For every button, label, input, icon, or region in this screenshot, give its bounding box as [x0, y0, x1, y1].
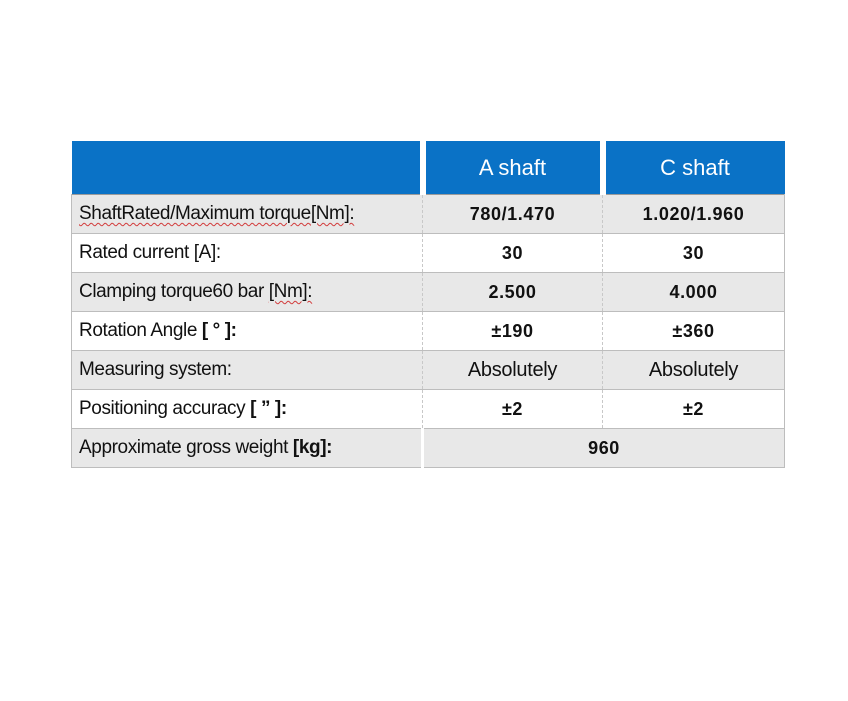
cell-c-positioning-accuracy: ±2 [603, 390, 785, 429]
cell-a-rated-max-torque: 780/1.470 [423, 195, 603, 234]
table-row [72, 429, 785, 468]
label-unit: [Nm]: [310, 203, 355, 224]
header-c-shaft: C shaft [603, 141, 785, 195]
cell-a-rated-current: 30 [423, 234, 603, 273]
row-label-rated-max-torque [72, 195, 423, 234]
row-label-clamping-torque [72, 273, 423, 312]
row-label-measuring-system: Measuring system: [72, 351, 423, 390]
row-label-rotation-angle [72, 312, 423, 351]
table-row [72, 234, 785, 273]
label-text: Approximate gross weight [79, 437, 293, 458]
table-row [72, 351, 785, 390]
cell-a-positioning-accuracy: ±2 [423, 390, 603, 429]
cell-a-measuring-system: Absolutely [423, 351, 603, 390]
row-label-positioning-accuracy [72, 390, 423, 429]
label-unit: [ ° ]: [201, 320, 237, 341]
table-row [72, 273, 785, 312]
cell-c-rotation-angle: ±360 [603, 312, 785, 351]
row-label-rated-current: Rated current [A]: [72, 234, 423, 273]
header-row [72, 141, 785, 195]
table-row [72, 390, 785, 429]
table-row [72, 312, 785, 351]
row-label-gross-weight [72, 429, 423, 468]
header-a-shaft: A shaft [423, 141, 603, 195]
cell-a-clamping-torque: 2.500 [423, 273, 603, 312]
spec-table [71, 141, 785, 468]
label-text: Clamping torque60 bar [79, 281, 269, 302]
cell-c-rated-current: 30 [603, 234, 785, 273]
label-text: Rotation Angle [79, 320, 202, 341]
cell-a-rotation-angle: ±190 [423, 312, 603, 351]
cell-gross-weight: 960 [423, 429, 785, 468]
label-unit: [Nm]: [268, 281, 313, 302]
label-unit: [ ” ]: [250, 398, 287, 419]
table-row [72, 195, 785, 234]
cell-c-clamping-torque: 4.000 [603, 273, 785, 312]
label-unit: [kg]: [292, 437, 333, 458]
cell-c-measuring-system: Absolutely [603, 351, 785, 390]
cell-c-rated-max-torque: 1.020/1.960 [603, 195, 785, 234]
header-blank-cell [72, 141, 423, 195]
label-text: ShaftRated/Maximum torque [79, 203, 311, 224]
label-text: Positioning accuracy [79, 398, 251, 419]
